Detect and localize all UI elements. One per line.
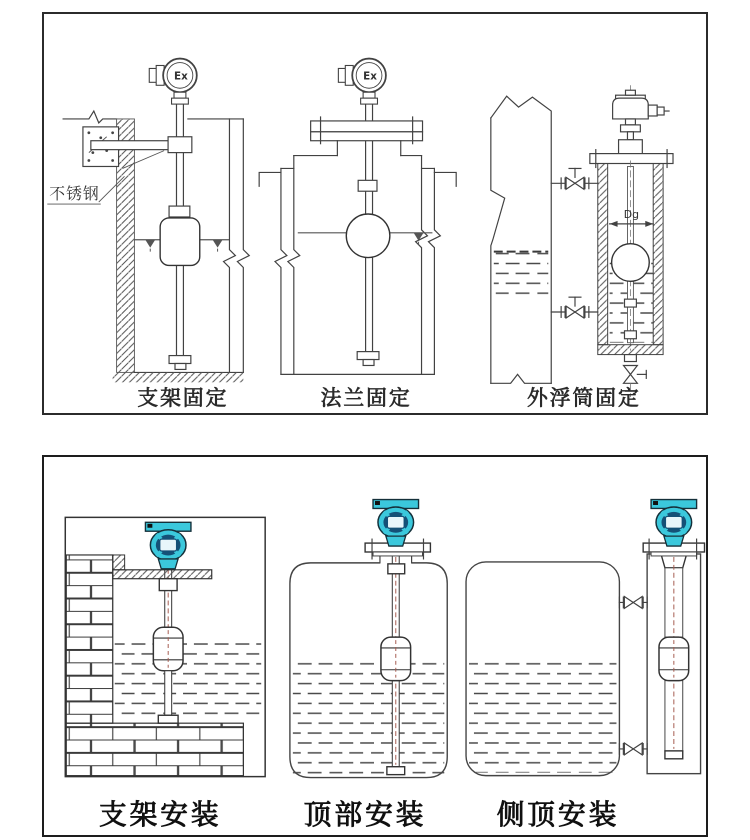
dg-label: Dg — [623, 207, 640, 221]
chamber-wall — [598, 164, 608, 345]
chamber-wall — [653, 164, 663, 345]
stem-end-stop — [387, 767, 405, 775]
installation-styles-panel — [42, 455, 708, 837]
valve-icon — [561, 306, 589, 318]
tank-wall — [275, 168, 287, 374]
installation-styles-drawing — [44, 457, 706, 835]
tank-liquid — [115, 643, 261, 720]
bracket-install-drawing — [65, 517, 265, 776]
tank-outline — [491, 96, 551, 383]
float — [160, 218, 200, 266]
external-chamber-fixing-drawing — [491, 85, 673, 397]
brick-wall — [66, 555, 113, 723]
side-top-install-drawing — [466, 500, 704, 776]
stem-clamp — [159, 579, 177, 591]
wall-section — [117, 119, 135, 372]
level-symbol — [213, 240, 223, 252]
ex-mark: Ex — [363, 70, 377, 83]
transmitter-head — [149, 59, 197, 105]
fixing-methods-drawing — [44, 14, 706, 413]
ex-mark: Ex — [174, 70, 188, 83]
guide-tube — [665, 568, 683, 637]
chamber-flange — [590, 154, 673, 164]
caption-bracket-install: 支架安装 — [98, 798, 222, 832]
bracket-arm — [91, 141, 170, 150]
flange-plate — [311, 121, 423, 132]
transmitter-head — [613, 98, 649, 119]
stem-end-stop — [158, 715, 178, 723]
bracket-shelf — [113, 570, 212, 579]
float-ball — [612, 244, 650, 282]
tank-wall — [224, 119, 236, 372]
stem-end-stop — [665, 751, 683, 759]
transmitter-head — [338, 59, 386, 105]
caption-top-install: 顶部安装 — [303, 798, 427, 832]
float — [381, 637, 411, 681]
drain-valve — [624, 365, 638, 374]
stem-clamp — [168, 137, 192, 153]
transmitter-head — [651, 500, 697, 547]
float — [153, 627, 183, 671]
ground-hatch — [113, 372, 244, 382]
flange-fixing-drawing — [259, 59, 456, 375]
caption-side-top-install: 侧顶安装 — [496, 798, 620, 832]
float-ball — [346, 214, 390, 258]
transmitter-head — [373, 500, 419, 547]
float — [659, 637, 689, 681]
bracket-fixing-drawing — [47, 59, 249, 383]
brick-floor — [66, 723, 243, 775]
valve-icon — [619, 743, 647, 755]
level-symbol — [145, 240, 155, 252]
caption-bracket-fixing: 支架固定 — [137, 386, 229, 411]
valve-icon — [561, 177, 589, 189]
fixing-methods-panel — [42, 12, 708, 415]
tank-liquid — [293, 657, 444, 775]
caption-flange-fixing: 法兰固定 — [320, 386, 412, 411]
stainless-steel-label: 不锈钢 — [49, 184, 100, 204]
caption-external-chamber-fixing: 外浮筒固定 — [526, 386, 641, 411]
valve-icon — [619, 597, 647, 609]
tank-liquid — [469, 656, 616, 773]
tank-liquid — [494, 252, 548, 302]
top-install-drawing — [290, 500, 447, 778]
